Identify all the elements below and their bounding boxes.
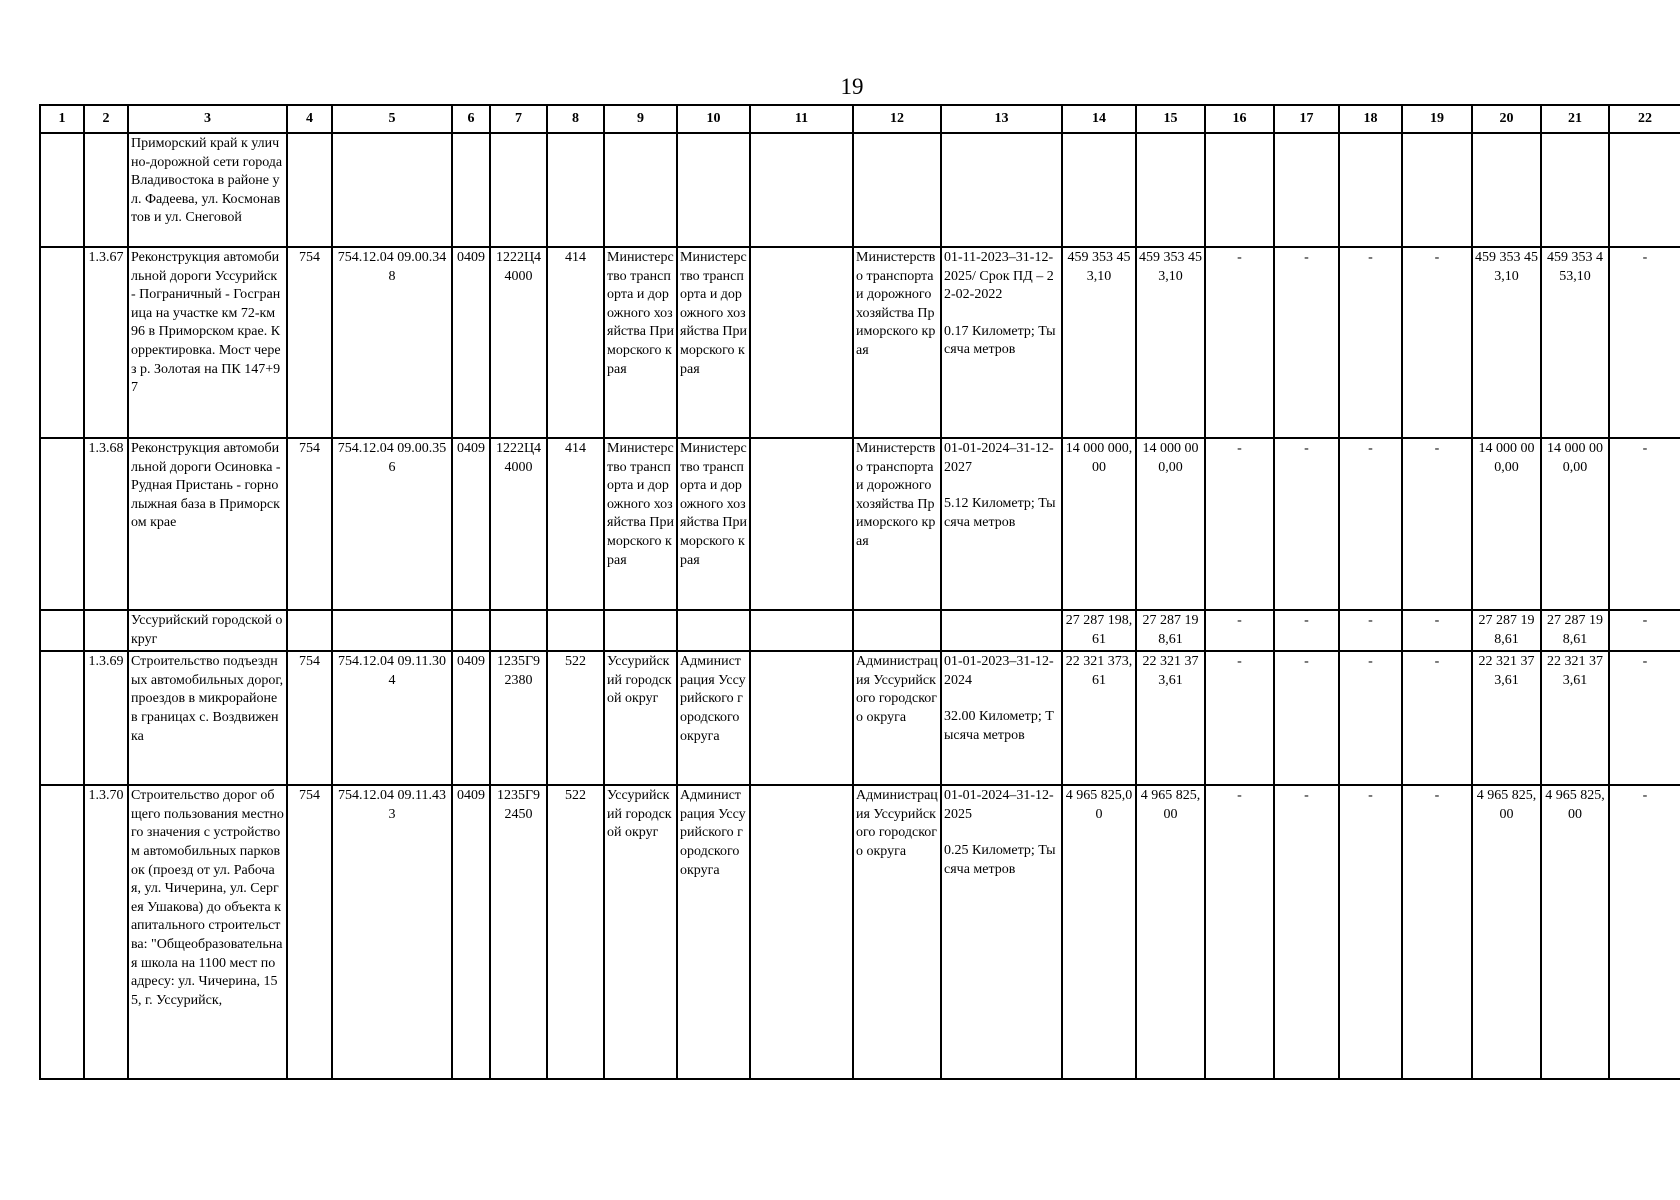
column-header: 9: [604, 105, 677, 133]
budget-code-cell: 754.12.04 09.00.356: [332, 438, 452, 610]
column-header: 16: [1205, 105, 1274, 133]
budget-code-cell: 754.12.04 09.00.348: [332, 247, 452, 438]
capacity-text: 0.17 Километр; Тысяча метров: [944, 323, 1056, 358]
header-row: [40, 105, 1680, 133]
code-cell: 754: [287, 785, 332, 1079]
table-row: [40, 785, 1680, 1079]
amount-cell: 459 353 453,10: [1062, 247, 1136, 438]
expense-type-cell: 522: [547, 651, 604, 785]
item-number-cell: 1.3.67: [84, 247, 128, 438]
amount-cell: -: [1609, 610, 1680, 651]
amount-cell: 22 321 373,61: [1062, 651, 1136, 785]
amount-cell: 459 353 453,10: [1541, 247, 1609, 438]
capacity-text: 5.12 Километр; Тысяча метров: [944, 496, 1056, 530]
budget-code-cell: 754.12.04 09.11.304: [332, 651, 452, 785]
amount-cell: 14 000 000,00: [1541, 438, 1609, 610]
column-header: 18: [1339, 105, 1402, 133]
period-text: 01-11-2023–31-12-2025/ Срок ПД – 22-02-2022: [944, 250, 1054, 303]
amount-cell: 459 353 453,10: [1136, 247, 1205, 438]
table-row: [40, 438, 1680, 610]
column-header: 11: [750, 105, 853, 133]
column-header: 2: [84, 105, 128, 133]
amount-cell: -: [1402, 651, 1472, 785]
amount-cell: 27 287 198,61: [1136, 610, 1205, 651]
amount-cell: -: [1402, 610, 1472, 651]
administrator-cell: Министерство транспорта и дорожного хозяйства Приморского края: [604, 438, 677, 610]
column-header: 5: [332, 105, 452, 133]
amount-cell: -: [1274, 438, 1339, 610]
customer-cell: Министерство транспорта и дорожного хозяйства Приморского края: [677, 438, 750, 610]
object-name-cell: Строительство подъездных автомобильных дорог, проездов в микрорайоне в границах с. Воздвиженка: [128, 651, 287, 785]
section-code-cell: 0409: [452, 247, 490, 438]
column-header: 6: [452, 105, 490, 133]
column-header: 22: [1609, 105, 1680, 133]
amount-cell: -: [1339, 785, 1402, 1079]
code-cell: 754: [287, 651, 332, 785]
amount-cell: -: [1339, 610, 1402, 651]
administrator-cell: Уссурийский городской округ: [604, 651, 677, 785]
expense-type-cell: 414: [547, 247, 604, 438]
amount-cell: 459 353 453,10: [1472, 247, 1541, 438]
amount-cell: -: [1402, 438, 1472, 610]
item-number-cell: 1.3.69: [84, 651, 128, 785]
empty-cell: [750, 438, 853, 610]
amount-cell: 14 000 000,00: [1062, 438, 1136, 610]
amount-cell: -: [1274, 247, 1339, 438]
page-number: 19: [840, 74, 864, 99]
column-header: 13: [941, 105, 1062, 133]
section-code-cell: 0409: [452, 438, 490, 610]
table-row: [40, 133, 1680, 247]
expense-type-cell: 522: [547, 785, 604, 1079]
amount-cell: 22 321 373,61: [1136, 651, 1205, 785]
recipient-cell: Министерство транспорта и дорожного хозяйства Приморского края: [853, 247, 941, 438]
empty-cell: [750, 247, 853, 438]
capacity-text: 32.00 Километр; Тысяча метров: [944, 709, 1054, 743]
amount-cell: 4 965 825,00: [1541, 785, 1609, 1079]
recipient-cell: Администрация Уссурийского городского округа: [853, 785, 941, 1079]
column-header: 4: [287, 105, 332, 133]
administrator-cell: Министерство транспорта и дорожного хозяйства Приморского края: [604, 247, 677, 438]
column-header: 14: [1062, 105, 1136, 133]
amount-cell: -: [1205, 785, 1274, 1079]
amount-cell: 4 965 825,00: [1136, 785, 1205, 1079]
customer-cell: Администрация Уссурийского городского округа: [677, 651, 750, 785]
section-code-cell: 0409: [452, 785, 490, 1079]
amount-cell: -: [1339, 247, 1402, 438]
amount-cell: -: [1609, 785, 1680, 1079]
item-number-cell: 1.3.70: [84, 785, 128, 1079]
amount-cell: -: [1339, 651, 1402, 785]
amount-cell: 27 287 198,61: [1062, 610, 1136, 651]
amount-cell: -: [1205, 651, 1274, 785]
amount-cell: 14 000 000,00: [1472, 438, 1541, 610]
period-cell: [941, 785, 1062, 1079]
section-code-cell: 0409: [452, 651, 490, 785]
column-header: 19: [1402, 105, 1472, 133]
period-text: 01-01-2024–31-12-2025: [944, 788, 1054, 822]
amount-cell: -: [1609, 247, 1680, 438]
period-cell: [941, 651, 1062, 785]
recipient-cell: Министерство транспорта и дорожного хозяйства Приморского края: [853, 438, 941, 610]
column-header: 17: [1274, 105, 1339, 133]
recipient-cell: Администрация Уссурийского городского округа: [853, 651, 941, 785]
capacity-text: 0.25 Километр; Тысяча метров: [944, 843, 1056, 877]
column-header: 15: [1136, 105, 1205, 133]
amount-cell: 22 321 373,61: [1541, 651, 1609, 785]
column-header: 1: [40, 105, 84, 133]
period-text: 01-01-2023–31-12-2024: [944, 654, 1054, 688]
amount-cell: 4 965 825,00: [1062, 785, 1136, 1079]
table-row: [40, 247, 1680, 438]
column-header: 12: [853, 105, 941, 133]
column-header: 10: [677, 105, 750, 133]
budget-table: [39, 104, 1680, 1080]
table-row: [40, 610, 1680, 651]
period-text: 01-01-2024–31-12-2027: [944, 441, 1054, 475]
empty-cell: [750, 785, 853, 1079]
column-header: 8: [547, 105, 604, 133]
object-name-cell: Реконструкция автомобильной дороги Уссурийск - Пограничный - Госграница на участке км 72-км 96 в Приморском крае. Корректировка. Мост через р. Золотая на ПК 147+97: [128, 247, 287, 438]
budget-code-cell: 754.12.04 09.11.433: [332, 785, 452, 1079]
target-code-cell: 1222Ц4 4000: [490, 438, 547, 610]
amount-cell: -: [1274, 610, 1339, 651]
code-cell: 754: [287, 438, 332, 610]
amount-cell: 14 000 000,00: [1136, 438, 1205, 610]
amount-cell: -: [1609, 438, 1680, 610]
column-header: 20: [1472, 105, 1541, 133]
target-code-cell: 1222Ц4 4000: [490, 247, 547, 438]
empty-cell: [750, 651, 853, 785]
expense-type-cell: 414: [547, 438, 604, 610]
code-cell: 754: [287, 247, 332, 438]
object-name-cell: Реконструкция автомобильной дороги Осиновка - Рудная Пристань - горнолыжная база в Приморском крае: [128, 438, 287, 610]
period-cell: [941, 247, 1062, 438]
amount-cell: -: [1205, 247, 1274, 438]
amount-cell: 4 965 825,00: [1472, 785, 1541, 1079]
period-cell: [941, 438, 1062, 610]
target-code-cell: 1235Г9 2450: [490, 785, 547, 1079]
customer-cell: Министерство транспорта и дорожного хозяйства Приморского края: [677, 247, 750, 438]
column-header: 7: [490, 105, 547, 133]
amount-cell: -: [1402, 247, 1472, 438]
amount-cell: 22 321 373,61: [1472, 651, 1541, 785]
target-code-cell: 1235Г9 2380: [490, 651, 547, 785]
amount-cell: -: [1609, 651, 1680, 785]
group-name-cell: Уссурийский городской округ: [128, 610, 287, 651]
column-header: 21: [1541, 105, 1609, 133]
amount-cell: 27 287 198,61: [1541, 610, 1609, 651]
amount-cell: -: [1339, 438, 1402, 610]
customer-cell: Администрация Уссурийского городского округа: [677, 785, 750, 1079]
amount-cell: -: [1274, 785, 1339, 1079]
amount-cell: 27 287 198,61: [1472, 610, 1541, 651]
column-header: 3: [128, 105, 287, 133]
amount-cell: -: [1274, 651, 1339, 785]
amount-cell: -: [1205, 438, 1274, 610]
table-row: [40, 651, 1680, 785]
object-name-cell: Приморский край к улично-дорожной сети города Владивостока в районе ул. Фадеева, ул. Космонавтов и ул. Снеговой: [128, 133, 287, 247]
amount-cell: -: [1205, 610, 1274, 651]
amount-cell: -: [1402, 785, 1472, 1079]
item-number-cell: 1.3.68: [84, 438, 128, 610]
administrator-cell: Уссурийский городской округ: [604, 785, 677, 1079]
object-name-cell: Строительство дорог общего пользования местного значения с устройством автомобильных парковок (проезд от ул. Рабочая, ул. Чичерина, ул. Сергея Ушакова) до объекта капитального строительства: "Общеобразовательная школа на 1100 мест по адресу: ул. Чичерина, 155, г. Уссурийск,: [128, 785, 287, 1079]
